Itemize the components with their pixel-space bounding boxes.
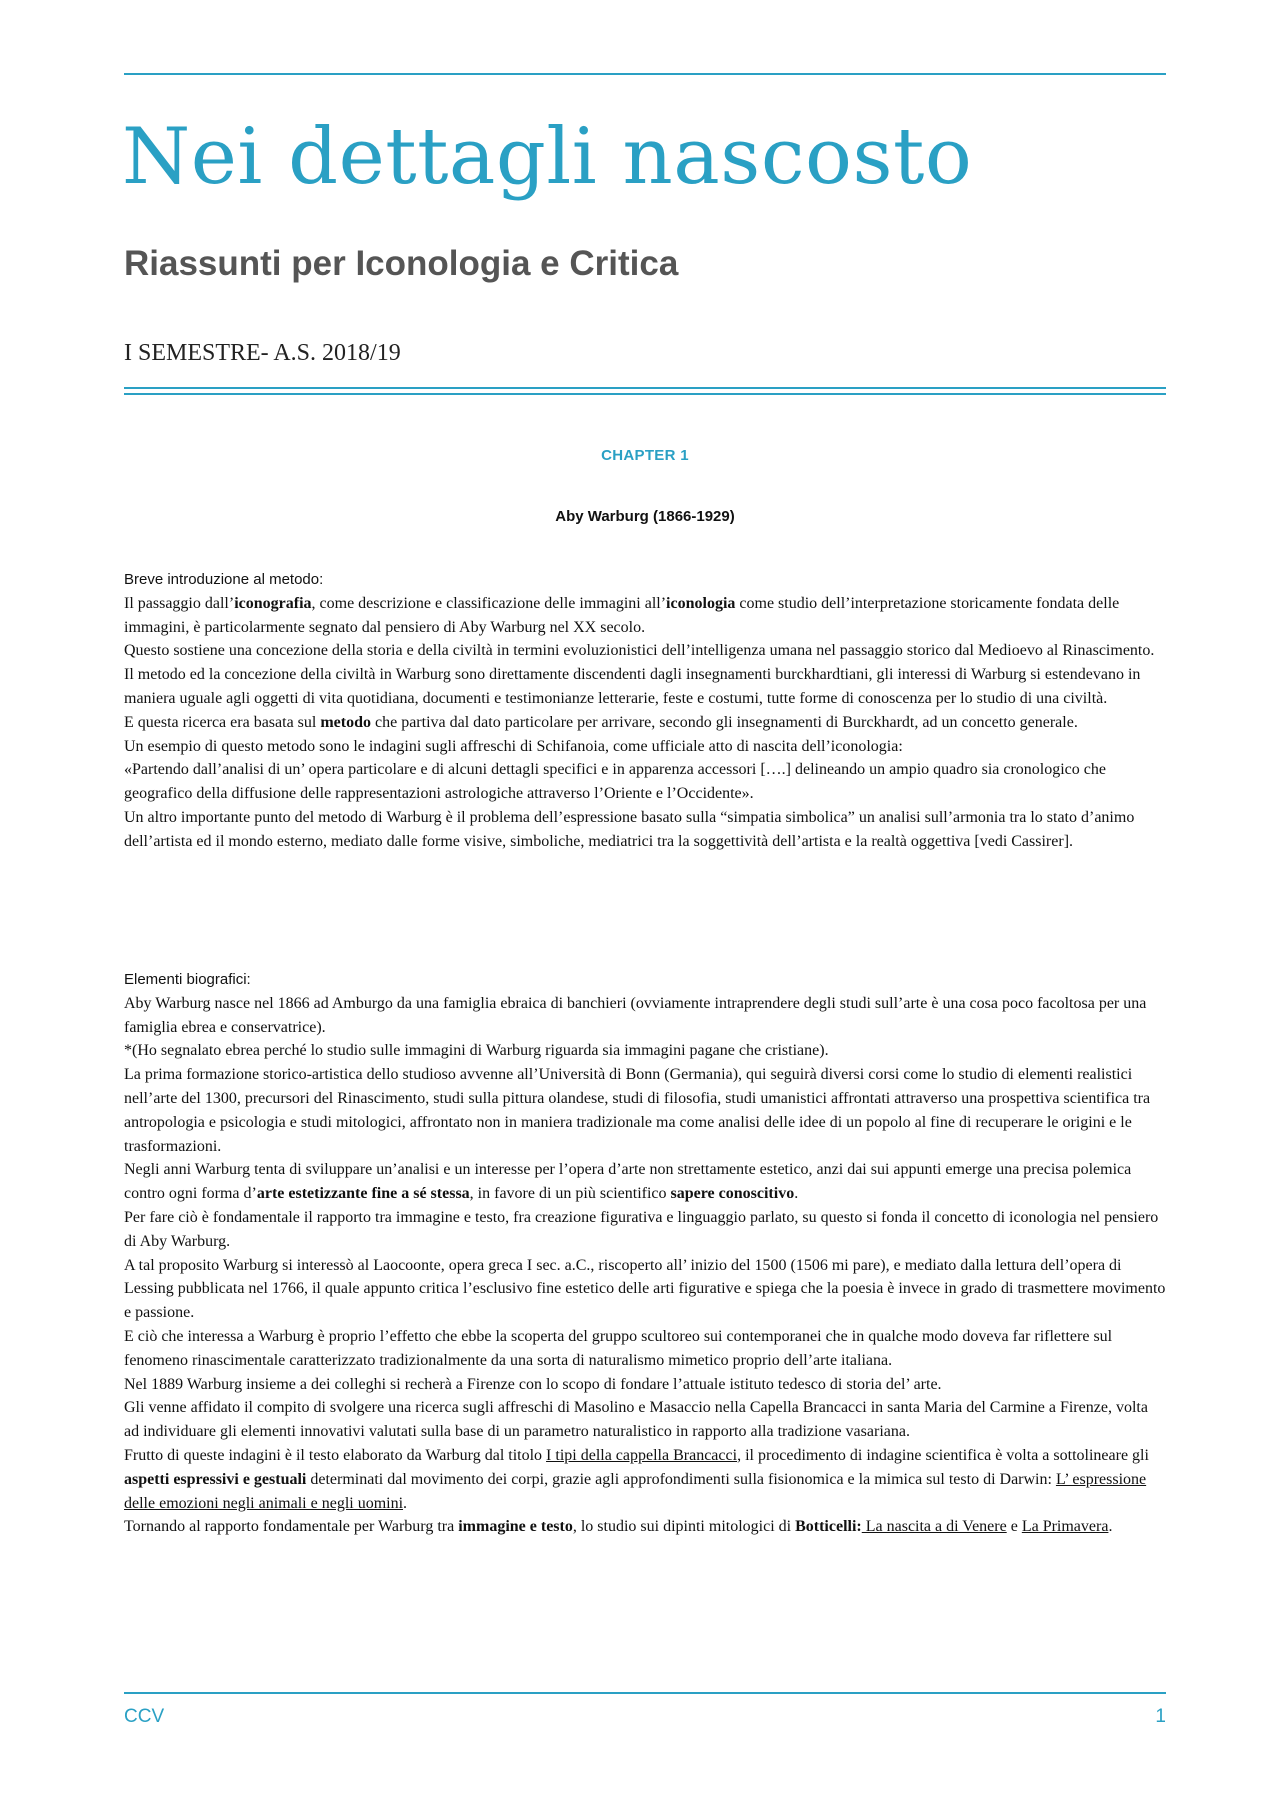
author-heading: Aby Warburg (1866-1929): [555, 508, 735, 525]
paragraph: Nel 1889 Warburg insieme a dei colleghi si recherà a Firenze con lo scopo di fondare l’attuale istituto tedesco di storia del’ arte.: [124, 1375, 942, 1393]
paragraph: Aby Warburg nasce nel 1866 ad Amburgo da una famiglia ebraica di banchieri (ovviamente intraprendere degli studi sull’arte è una cosa poco facoltosa per una famiglia ebrea e conservatrice).: [124, 994, 1147, 1036]
footer-rule: [124, 1692, 1166, 1694]
page-number: 1: [1155, 1706, 1166, 1727]
paragraph: Negli anni Warburg tenta di sviluppare un’analisi e un interesse per l’opera d’arte non strettamente estetico, anzi dai sui appunti emerge una precisa polemica contro ogni forma d’arte estetizzante fine a sé stessa, in favore di un più scientifico sapere conoscitivo.: [124, 1161, 1132, 1203]
paragraph: Per fare ciò è fondamentale il rapporto tra immagine e testo, fra creazione figurativa e linguaggio parlato, su questo si fonda il concetto di iconologia nel pensiero di Aby Warburg.: [124, 1208, 1159, 1250]
section-method: [124, 568, 1166, 854]
paragraph: Questo sostiene una concezione della storia e della civiltà in termini evoluzionistici dell’intelligenza umana nel passaggio storico dal Medioevo al Rinascimento.: [124, 642, 1155, 660]
quote-paragraph: «Partendo dall’analisi di un’ opera particolare e di alcuni dettagli specifici e in apparenza accessori [….] delineando un ampio quadro sia cronologico che geografico della diffusione delle rappresentazioni astrologiche attraverso l’Oriente e l’Occidente».: [124, 761, 1106, 803]
document-title: Nei dettagli nascosto: [122, 112, 973, 202]
section-biography: [124, 968, 1166, 1539]
paragraph: Frutto di queste indagini è il testo elaborato da Warburg dal titolo I tipi della cappella Brancacci, il procedimento di indagine scientifica è volta a sottolineare gli aspetti espressivi e gestuali determinati dal movimento dei corpi, grazie agli approfondimenti sulla fisionomica e la mimica sul testo di Darwin: L’ espressione delle emozioni negli animali e negli uomini.: [124, 1446, 1149, 1512]
paragraph: *(Ho segnalato ebrea perché lo studio sulle immagini di Warburg riguarda sia immagini pagane che cristiane).: [124, 1042, 829, 1060]
book-title: L’ espressione delle emozioni negli animali e negli uomini: [124, 1470, 1147, 1512]
paragraph: Gli venne affidato il compito di svolgere una ricerca sugli affreschi di Masolino e Masaccio nella Capella Brancacci in santa Maria del Carmine a Firenze, volta ad individuare gli elementi innovativi valutati sulla base di un parametro naturalistico in rapporto alla tradizione vasariana.: [124, 1399, 1148, 1441]
paragraph: La prima formazione storico-artistica dello studioso avvenne all’Università di Bonn (Germania), qui seguirà diversi corsi come lo studio di elementi realistici nell’arte del 1300, precursori del Rinascimento, studi sulla pittura olandese, studi di filosofia, studi umanistici affrontati attraverso una prospettiva scientifica tra antropologia e psicologia e studi mitologici, affrontato non in maniera tradizionale ma come analisi delle idee di un popolo al fine di recuperare le origini e le trasformazioni.: [124, 1066, 1151, 1155]
top-rule: [124, 73, 1166, 75]
paragraph: E ciò che interessa a Warburg è proprio l’effetto che ebbe la scoperta del gruppo scultoreo sui contemporanei che in qualche modo doveva far riflettere sul fenomeno rinascimentale caratterizzato tradizionalmente da una sorta di naturalismo mimetico proprio dell’arte italiana.: [124, 1327, 1113, 1369]
section-heading: Breve introduzione al metodo:: [124, 571, 324, 588]
document-subtitle: Riassunti per Iconologia e Critica: [124, 244, 679, 283]
paragraph: Un esempio di questo metodo sono le indagini sugli affreschi di Schifanoia, come ufficiale atto di nascita dell’iconologia:: [124, 737, 903, 755]
footer-author-initials: CCV: [124, 1706, 165, 1727]
paragraph: E questa ricerca era basata sul metodo che partiva dal dato particolare per arrivare, secondo gli insegnamenti di Burckhardt, ad un concetto generale.: [124, 713, 1078, 731]
artwork-title: La nascita a di Venere: [861, 1518, 1007, 1536]
paragraph: Un altro importante punto del metodo di Warburg è il problema dell’espressione basato sulla “simpatia simbolica” un analisi sull’armonia tra lo stato d’animo dell’artista ed il mondo esterno, mediato dalle forme visive, simboliche, mediatrici tra la soggettività dell’artista e la realtà oggettiva [vedi Cassirer].: [124, 808, 1135, 850]
book-title: I tipi della cappella Brancacci: [546, 1446, 738, 1464]
header-double-rule-top: [124, 387, 1166, 389]
chapter-label: CHAPTER 1: [601, 447, 689, 464]
paragraph: Il passaggio dall’iconografia, come descrizione e classificazione delle immagini all’iconologia come studio dell’interpretazione storicamente fondata delle immagini, è particolarmente segnato dal pensiero di Aby Warburg nel XX secolo.: [124, 594, 1120, 636]
paragraph: Il metodo ed la concezione della civiltà in Warburg sono direttamente discendenti dagli insegnamenti burckhardtiani, gli interessi di Warburg si estendevano in maniera uguale agli oggetti di vita quotidiana, documenti e testimonianze letterarie, feste e costumi, tutte forme di conoscenza per lo studio di una civiltà.: [124, 666, 1141, 707]
header-double-rule-bottom: [124, 393, 1166, 395]
paragraph: Tornando al rapporto fondamentale per Warburg tra immagine e testo, lo studio sui dipinti mitologici di Botticelli: La nascita a di Venere e La Primavera.: [124, 1518, 1113, 1536]
artwork-title: La Primavera: [1021, 1518, 1109, 1536]
semester-label: I SEMESTRE- A.S. 2018/19: [124, 340, 401, 366]
paragraph: A tal proposito Warburg si interessò al Laocoonte, opera greca I sec. a.C., riscoperto all’ inizio del 1500 (1506 mi pare), e mediato dalla lettura dell’opera di Lessing pubblicata nel 1766, il quale appunto critica l’esclusivo fine estetico delle arti figurative e spiega che la poesia è invece in grado di trasmettere movimento e passione.: [124, 1256, 1166, 1322]
section-heading: Elementi biografici:: [124, 971, 251, 988]
